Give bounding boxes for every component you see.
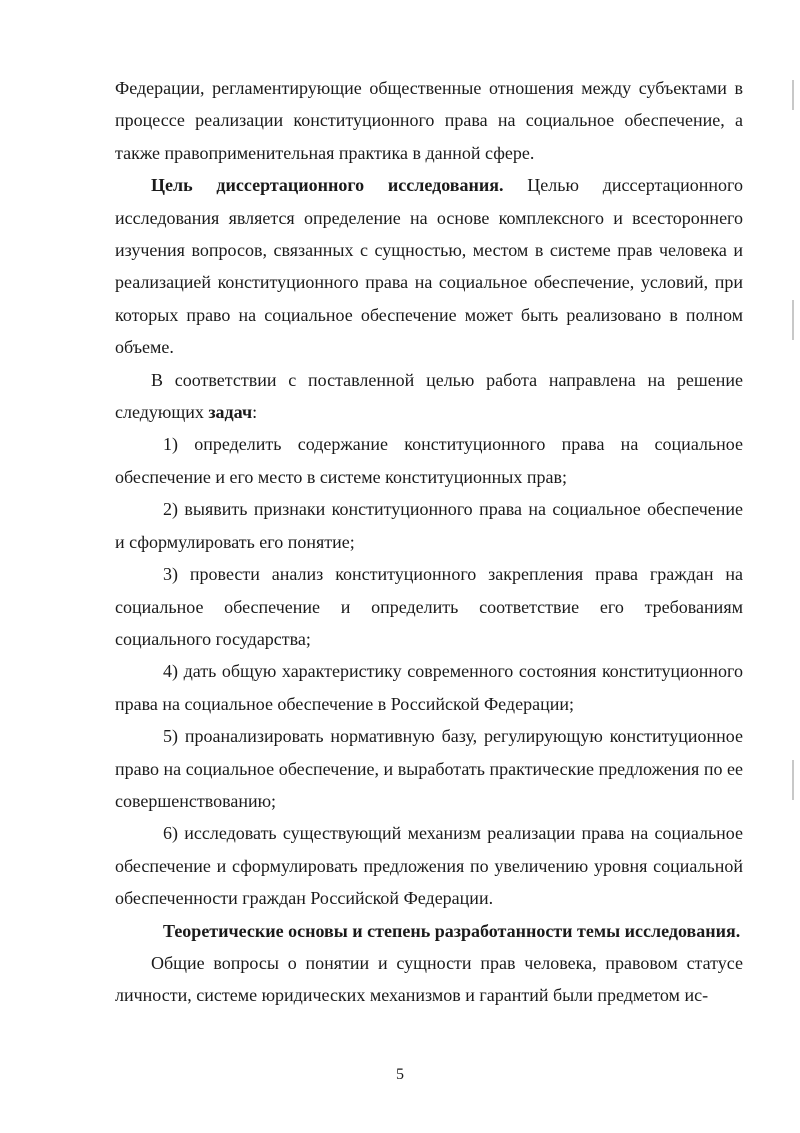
task-item-4: 4) дать общую характеристику современного состояния конституционного права на социальное обеспечение в Российской Федерации; xyxy=(115,661,743,714)
goal-label: Цель диссертационного исследования. xyxy=(151,175,504,196)
tasks-colon: : xyxy=(252,402,258,423)
goal-text: Целью диссертационного исследования является определение на основе комплексного и всестороннего изучения вопросов, связанных с сущностью, местом в системе прав человека и реализацией конституционного права на социальное обеспечение, условий, при которых право на социальное обеспечение может быть реализовано в полном объеме. xyxy=(115,175,743,358)
scan-edge-mark xyxy=(792,760,794,800)
task-item-2: 2) выявить признаки конституционного права на социальное обеспечение и сформулировать его понятие; xyxy=(115,499,743,552)
paragraph-goal xyxy=(115,169,743,363)
task-item-1: 1) определить содержание конституционного права на социальное обеспечение и его место в системе конституционных прав; xyxy=(115,434,743,487)
task-item-6: 6) исследовать существующий механизм реализации права на социальное обеспечение и сформулировать предложения по увеличению уровня социальной обеспеченности граждан Российской Федерации. xyxy=(115,823,743,909)
paragraph-last: Общие вопросы о понятии и сущности прав человека, правовом статусе личности, системе юридических механизмов и гарантий были предметом ис- xyxy=(115,952,743,1006)
paragraph-intro: Федерации, регламентирующие общественные отношения между субъектами в процессе реализации конституционного права на социальное обеспечение, а также правоприменительная практика в данной сфере. xyxy=(115,78,743,163)
tasks-intro-text: В соответствии с поставленной целью работа направлена на решение следующих xyxy=(115,369,743,423)
tasks-label: задач xyxy=(208,402,253,423)
task-item-3: 3) провести анализ конституционного закрепления права граждан на социальное обеспечение и определить соответствие его требованиям социального государства; xyxy=(115,564,743,649)
scan-edge-mark xyxy=(792,80,794,110)
scan-edge-mark xyxy=(792,300,794,340)
section-heading: Теоретические основы и степень разработанности темы исследования. xyxy=(163,920,741,941)
page-number: 5 xyxy=(396,1066,404,1083)
document-page xyxy=(115,72,743,1012)
paragraph-tasks-intro xyxy=(115,364,743,429)
task-item-5: 5) проанализировать нормативную базу, регулирующую конституционное право на социальное обеспечение, и выработать практические предложения по ее совершенствованию; xyxy=(115,726,743,811)
